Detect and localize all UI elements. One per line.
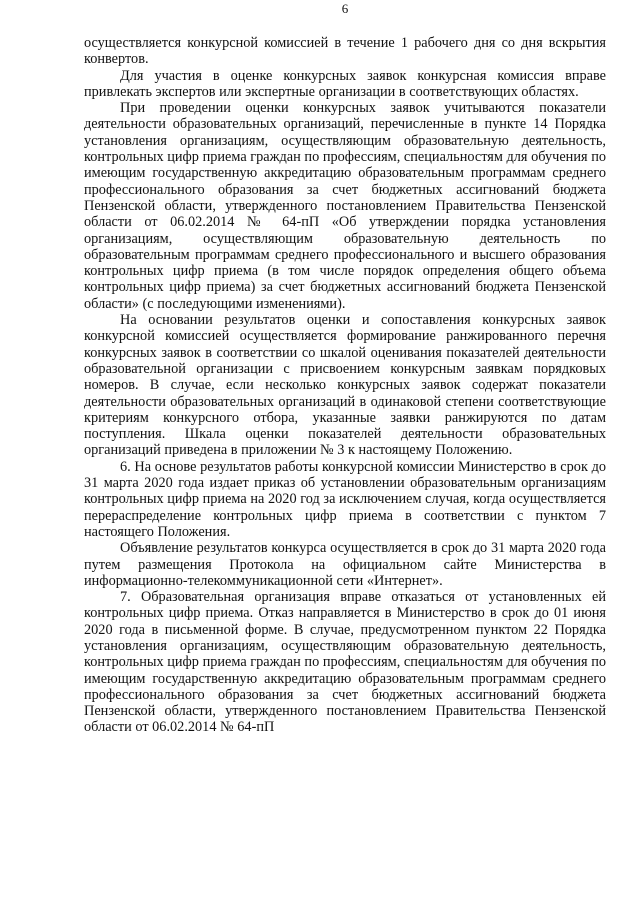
- paragraph-item-6: 6. На основе результатов работы конкурсной комиссии Министерство в срок до 31 марта 2020 года издает приказ об установлении образовательным организациям контрольных цифр приема на 2020 год за исключением случая, когда осуществляется перераспределение контрольных цифр приема в соответствии с пунктом 7 настоящего Положения.: [84, 458, 606, 540]
- paragraph-evaluation-criteria: При проведении оценки конкурсных заявок учитываются показатели деятельности образовательных организаций, перечисленные в пункте 14 Порядка установления организациям, осуществляющим образовательную деятельность, контрольных цифр приема граждан по профессиям, специальностям для обучения по имеющим государственную аккредитацию образовательным программам среднего профессионального образования за счет бюджетных ассигнований бюджета Пензенской области, утвержденного постановлением Правительства Пензенской области от 06.02.2014 № 64-пП «Об утверждении порядка установления организациям, осуществляющим образовательную деятельность по образовательным программам среднего профессионального и высшего образования контрольных цифр приема (в том числе порядок определения общего объема контрольных цифр приема) за счет бюджетных ассигнований бюджета Пензенской области» (с последующими изменениями).: [84, 100, 606, 312]
- paragraph-ranking: На основании результатов оценки и сопоставления конкурсных заявок конкурсной комиссией осуществляется формирование ранжированного перечня конкурсных заявок в соответствии со шкалой оценивания показателей деятельности образовательной организации с присвоением конкурсным заявкам порядковых номеров. В случае, если несколько конкурсных заявок содержат показатели деятельности образовательных организаций в одинаковой степени соответствующие критериям конкурсного отбора, указанные заявки ранжируются по датам поступления. Шкала оценки показателей деятельности образовательных организаций приведена в приложении № 3 к настоящему Положению.: [84, 312, 606, 459]
- page-number: 6: [341, 1, 349, 16]
- paragraph-item-7: 7. Образовательная организация вправе отказаться от установленных ей контрольных цифр приема. Отказ направляется в Министерство в срок до 01 июня 2020 года в письменной форме. В случае, предусмотренном пунктом 22 Порядка установления организациям, осуществляющим образовательную деятельность, контрольных цифр приема граждан по профессиям, специальностям для обучения по имеющим государственную аккредитацию образовательным программам среднего профессионального образования за счет бюджетных ассигнований бюджета Пензенской области, утвержденного постановлением Правительства Пензенской области от 06.02.2014 № 64-пП: [84, 589, 606, 736]
- paragraph-results-announcement: Объявление результатов конкурса осуществляется в срок до 31 марта 2020 года путем размещения Протокола на официальном сайте Министерства в информационно-телекоммуникационной сети «Интернет».: [84, 540, 606, 589]
- paragraph-experts: Для участия в оценке конкурсных заявок конкурсная комиссия вправе привлекать экспертов или экспертные организации в соответствующих областях.: [84, 67, 606, 100]
- paragraph-continuation: осуществляется конкурсной комиссией в течение 1 рабочего дня со дня вскрытия конвертов.: [84, 35, 606, 68]
